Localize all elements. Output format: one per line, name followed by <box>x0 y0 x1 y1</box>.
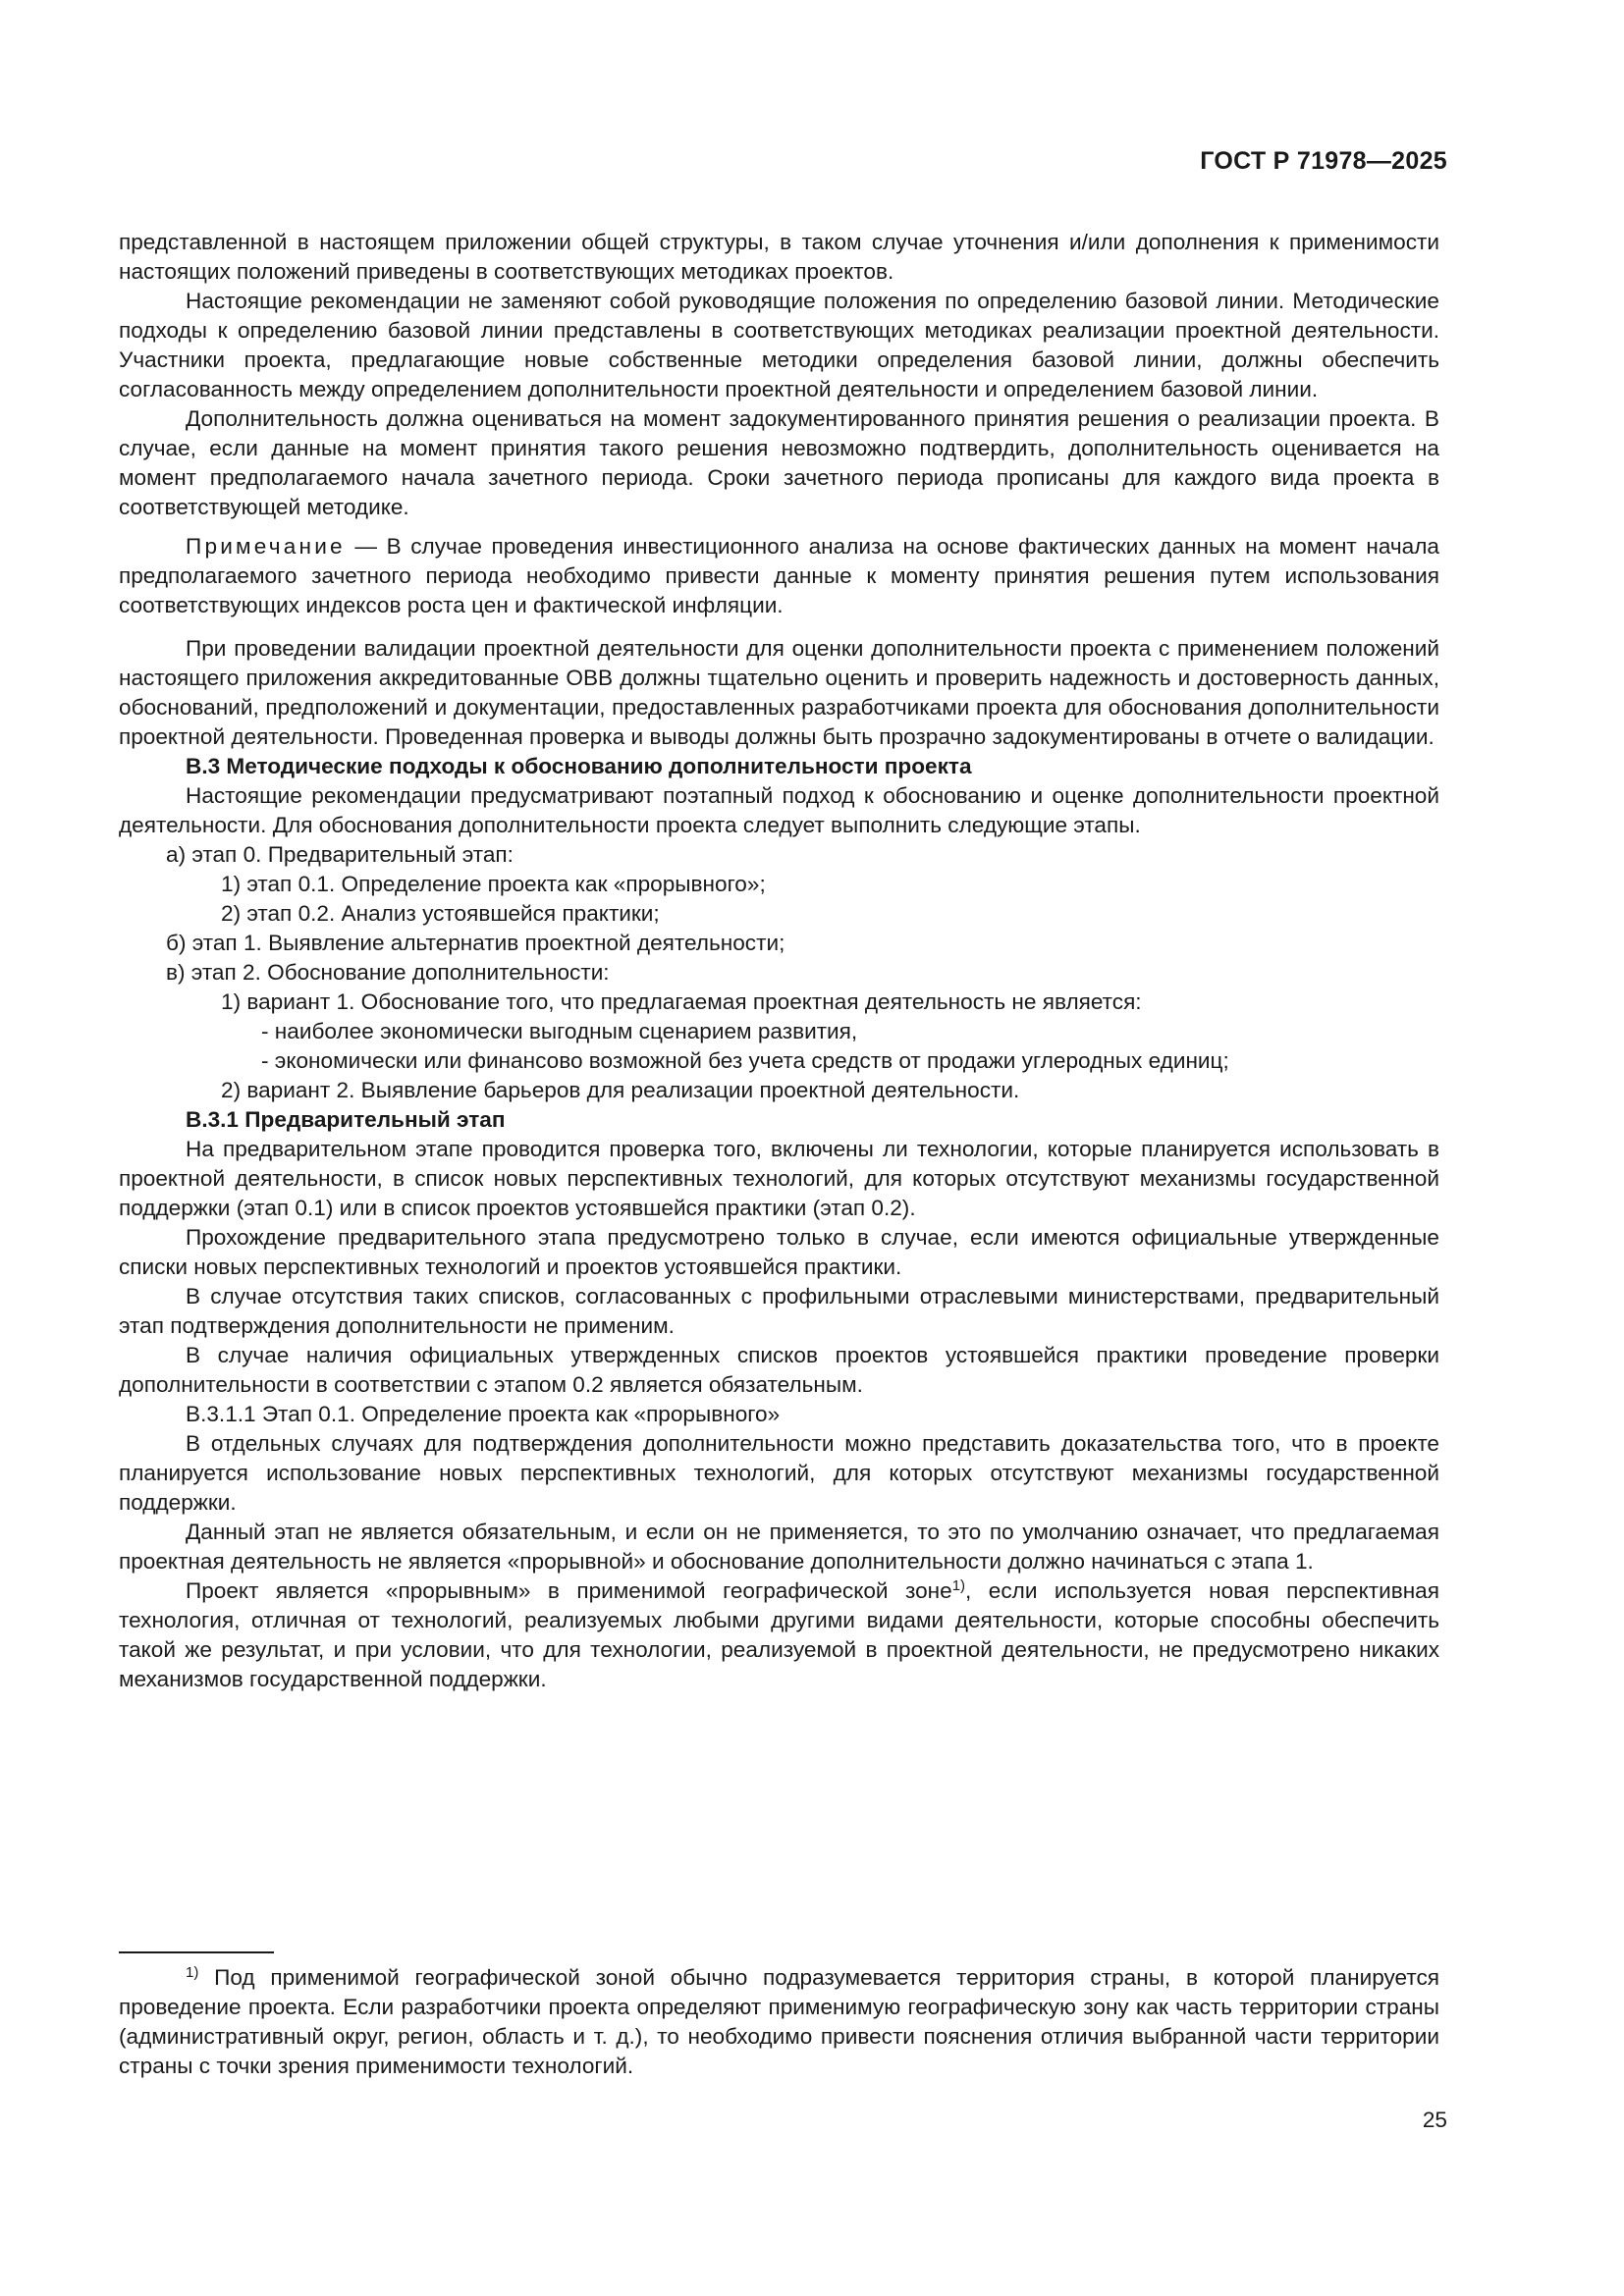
footnote <box>119 1963 1439 2081</box>
page-header-standard-id: ГОСТ Р 71978—2025 <box>1200 147 1447 175</box>
paragraph: Настоящие рекомендации предусматривают поэтапный подход к обоснованию и оценке дополнительности проектной деятельности. Для обоснования дополнительности проекта следует выполнить следующие этапы. <box>119 783 1439 837</box>
paragraph: Данный этап не является обязательным, и если он не применяется, то это по умолчанию означает, что предлагаемая проектная деятельность не является «прорывной» и обоснование дополнительности должно начинаться с этапа 1. <box>119 1520 1439 1574</box>
note-label: Примечание <box>186 534 346 559</box>
paragraph: Настоящие рекомендации не заменяют собой руководящие положения по определению базовой линии. Методические подходы к определению базовой линии представлены в соответствующих методиках реализации проектной деятельности. Участники проекта, предлагающие новые собственные методики определения базовой линии, должны обеспечить согласованность между определением дополнительности проектной деятельности и определением базовой линии. <box>119 289 1439 401</box>
paragraph: На предварительном этапе проводится проверка того, включены ли технологии, которые планируется использовать в проектной деятельности, в список новых перспективных технологий, для которых отсутствуют механизмы государственной поддержки (этап 0.1) или в список проектов устоявшейся практики (этап 0.2). <box>119 1137 1439 1220</box>
paragraph: Прохождение предварительного этапа предусмотрено только в случае, если имеются официальные утвержденные списки новых перспективных технологий и проектов устоявшейся практики. <box>119 1225 1439 1279</box>
paragraph: В отдельных случаях для подтверждения дополнительности можно представить доказательства того, что в проекте планируется использование новых перспективных технологий, для которых отсутствуют механизмы государственной поддержки. <box>119 1431 1439 1515</box>
footnote-marker: 1) <box>186 1964 199 1981</box>
paragraph: При проведении валидации проектной деятельности для оценки дополнительности проекта с применением положений настоящего приложения аккредитованные ОВВ должны тщательно оценить и проверить надежность и достоверность данных, обоснований, предположений и документации, предоставленных разработчиками проекта для обоснования дополнительности проектной деятельности. Проведенная проверка и выводы должны быть прозрачно задокументированы в отчете о валидации. <box>119 636 1439 749</box>
subsection-heading-b311: В.3.1.1 Этап 0.1. Определение проекта как «прорывного» <box>186 1402 781 1426</box>
list-item: 1) этап 0.1. Определение проекта как «прорывного»; <box>221 872 766 896</box>
footnote-text <box>119 1963 1439 2081</box>
footnote-separator <box>119 1951 274 1953</box>
section-heading-b3: В.3 Методические подходы к обоснованию дополнительности проекта <box>186 754 972 778</box>
text-span: Проект является «прорывным» в применимой географической зоне <box>186 1578 952 1603</box>
note <box>119 532 1439 620</box>
stages-list <box>119 840 1439 1105</box>
paragraph: В случае наличия официальных утвержденных списков проектов устоявшейся практики проведение проверки дополнительности в соответствии с этапом 0.2 является обязательным. <box>119 1343 1439 1397</box>
paragraph <box>119 1576 1439 1694</box>
section-heading-b31: В.3.1 Предварительный этап <box>186 1107 506 1132</box>
footnote-body: Под применимой географической зоной обычно подразумевается территория страны, в которой планируется проведение проекта. Если разработчики проекта определяют применимую географическую зону как часть территории страны (административный округ, регион, область и т. д.), то необходимо привести пояснения отличия выбранной части территории страны с точки зрения применимости технологий. <box>119 1965 1439 2078</box>
list-item: в) этап 2. Обоснование дополнительности: <box>166 960 610 985</box>
list-item: 1) вариант 1. Обоснование того, что предлагаемая проектная деятельность не является: <box>221 989 1142 1014</box>
footnote-reference[interactable]: 1) <box>951 1577 966 1594</box>
main-text <box>119 228 1439 1694</box>
list-item: - экономически или финансово возможной без учета средств от продажи углеродных единиц; <box>261 1048 1229 1073</box>
list-item: - наиболее экономически выгодным сценарием развития, <box>261 1019 858 1043</box>
list-item: а) этап 0. Предварительный этап: <box>166 842 514 867</box>
list-item: 2) этап 0.2. Анализ устоявшейся практики; <box>221 901 660 926</box>
text-span: , если используется новая перспективная технология, отличная от технологий, реализуемых любыми другими видами деятельности, которые способны обеспечить такой же результат, и при условии, что для технологии, реализуемой в проектной деятельности, не предусмотрено никаких механизмов государственной поддержки. <box>119 1578 1439 1691</box>
note-text: — В случае проведения инвестиционного анализа на основе фактических данных на момент начала предполагаемого зачетного периода необходимо привести данные к моменту принятия решения путем использования соответствующих индексов роста цен и фактической инфляции. <box>119 534 1439 617</box>
list-item: б) этап 1. Выявление альтернатив проектной деятельности; <box>166 931 785 955</box>
list-item: 2) вариант 2. Выявление барьеров для реализации проектной деятельности. <box>221 1078 1020 1102</box>
paragraph: В случае отсутствия таких списков, согласованных с профильными отраслевыми министерствами, предварительный этап подтверждения дополнительности не применим. <box>119 1284 1439 1338</box>
paragraph: Дополнительность должна оцениваться на момент задокументированного принятия решения о реализации проекта. В случае, если данные на момент принятия такого решения невозможно подтвердить, дополнительность оценивается на момент предполагаемого начала зачетного периода. Сроки зачетного периода прописаны для каждого вида проекта в соответствующей методике. <box>119 406 1439 519</box>
page-number: 25 <box>1422 2108 1447 2132</box>
paragraph: представленной в настоящем приложении общей структуры, в таком случае уточнения и/или дополнения к применимости настоящих положений приведены в соответствующих методиках проектов. <box>119 230 1439 284</box>
